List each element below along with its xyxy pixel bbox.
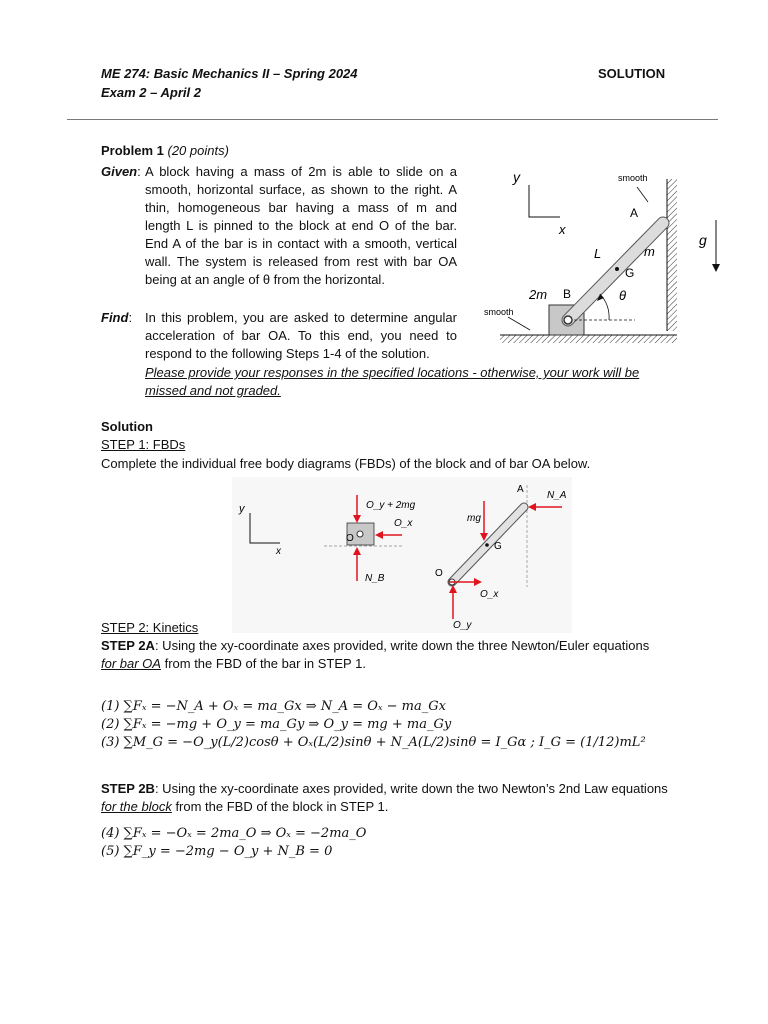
fbd-label-a: A bbox=[517, 484, 524, 495]
fbd-label-g: G bbox=[494, 541, 502, 552]
y-axis-label: y bbox=[513, 169, 520, 185]
force-oy-bar-label: O_y bbox=[453, 620, 472, 631]
problem-heading bbox=[101, 142, 229, 160]
step2b-line1: STEP 2B: Using the xy-coordinate axes provided, write down the two Newton’s 2nd Law equations bbox=[101, 781, 668, 796]
label-theta: θ bbox=[619, 288, 627, 303]
ground-hatch bbox=[500, 335, 677, 343]
label-b: B bbox=[563, 287, 572, 301]
smooth-floor-label: smooth bbox=[484, 307, 514, 317]
fbd-diagram bbox=[232, 477, 572, 633]
step1-text: Complete the individual free body diagrams (FBDs) of the block and of bar OA below. bbox=[101, 456, 591, 471]
fbd-x-label: x bbox=[276, 546, 281, 557]
fbd-block-o: O bbox=[346, 533, 354, 544]
pin-o-icon bbox=[564, 316, 572, 324]
force-nb-label: N_B bbox=[365, 573, 385, 584]
problem-diagram bbox=[470, 160, 750, 355]
problem-title: Problem 1 bbox=[101, 143, 164, 158]
force-oy-2mg-label: O_y + 2mg bbox=[366, 500, 416, 511]
center-g-dot bbox=[615, 267, 619, 271]
smooth-wall-label: smooth bbox=[618, 173, 648, 183]
equation-3: (3) ∑M_G = −O_y(L/2)cosθ + Oₓ(L/2)sinθ + N_A(L/2)sinθ = I_Gα ; I_G = (1/12)mL² bbox=[101, 735, 646, 750]
header-divider bbox=[67, 119, 718, 120]
find-note: Please provide your responses in the specified locations - otherwise, your work will be missed and not graded. bbox=[145, 365, 640, 398]
course-title: ME 274: Basic Mechanics II – Spring 2024 bbox=[101, 66, 358, 81]
solution-label: SOLUTION bbox=[598, 66, 666, 81]
wall-hatch bbox=[667, 179, 677, 331]
x-axis-label: x bbox=[559, 222, 566, 237]
find-label: Find: bbox=[101, 310, 133, 325]
equation-4: (4) ∑Fₓ = −Oₓ = 2ma_O ⇒ Oₓ = −2ma_O bbox=[101, 826, 367, 841]
step2a-line2: for bar OA from the FBD of the bar in STEP 1. bbox=[101, 656, 366, 671]
step2-title: STEP 2: Kinetics bbox=[101, 620, 199, 635]
force-ox-bar-label: O_x bbox=[480, 589, 499, 600]
step1-title: STEP 1: FBDs bbox=[101, 437, 186, 452]
exam-date: Exam 2 – April 2 bbox=[101, 85, 201, 100]
equation-2: (2) ∑Fₓ = −mg + O_y = ma_Gy ⇒ O_y = mg + ma_Gy bbox=[101, 717, 452, 732]
axes-icon bbox=[529, 185, 560, 217]
fbd-label-o: O bbox=[435, 568, 443, 579]
solution-heading: Solution bbox=[101, 419, 153, 434]
label-l: L bbox=[594, 246, 602, 261]
label-a: A bbox=[630, 206, 639, 220]
problem-points: (20 points) bbox=[167, 143, 229, 158]
label-2m: 2m bbox=[529, 287, 548, 302]
equation-1: (1) ∑Fₓ = −N_A + Oₓ = ma_Gx ⇒ N_A = Oₓ − ma_Gx bbox=[101, 699, 446, 714]
force-ox-block-label: O_x bbox=[394, 518, 413, 529]
label-g: G bbox=[625, 266, 635, 280]
label-gravity: g bbox=[699, 232, 707, 248]
label-m: m bbox=[644, 244, 655, 259]
step2a-line1: STEP 2A: Using the xy-coordinate axes provided, write down the three Newton/Euler equations bbox=[101, 638, 650, 653]
fbd-y-label: y bbox=[239, 503, 245, 515]
given-text: A block having a mass of 2m is able to slide on a smooth, horizontal surface, as shown to the right. A thin, homogeneous bar having a mass of m and length L is pinned to the block at end O of the bar. End A of the bar is in contact with a smooth, vertical wall. The system is released from rest with bar OA being at an angle of θ from the horizontal. bbox=[145, 164, 457, 287]
step2b-line2: for the block from the FBD of the block in STEP 1. bbox=[101, 799, 389, 814]
find-text: In this problem, you are asked to determine angular acceleration of bar OA. To this end, you need to respond to the following Steps 1-4 of the solution. bbox=[145, 310, 457, 361]
given-label: Given: bbox=[101, 164, 141, 179]
force-na-label: N_A bbox=[547, 490, 567, 501]
bar-oa bbox=[568, 223, 663, 320]
equation-5: (5) ∑F_y = −2mg − O_y + N_B = 0 bbox=[101, 844, 333, 859]
force-mg-label: mg bbox=[467, 513, 481, 524]
